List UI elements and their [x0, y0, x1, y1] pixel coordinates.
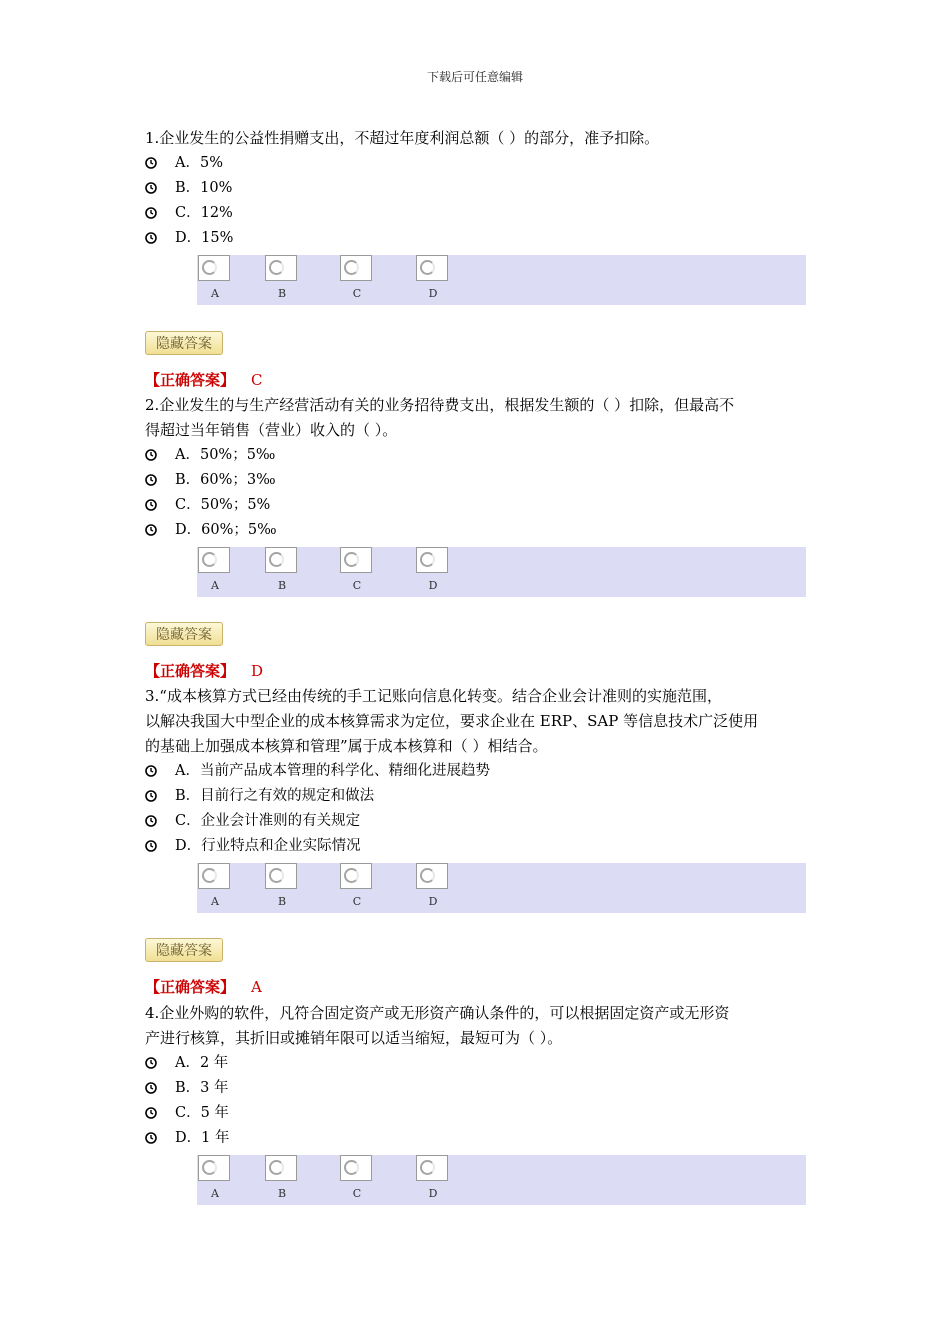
option-b[interactable]: B．3 年 [145, 1076, 810, 1101]
choice-d[interactable]: D [416, 255, 450, 300]
answer-choice-bar [197, 863, 806, 913]
option-c[interactable]: C．企业会计准则的有关规定 [145, 809, 810, 834]
clock-icon [145, 449, 157, 461]
radio-button[interactable] [198, 255, 230, 281]
option-c[interactable]: C．50%；5% [145, 493, 810, 518]
choice-b[interactable]: B [265, 1155, 299, 1200]
choice-a[interactable]: A [198, 547, 232, 592]
clock-icon [145, 815, 157, 827]
answer-choice-bar [197, 1155, 806, 1205]
radio-button[interactable] [416, 547, 448, 573]
question-stem: 2.企业发生的与生产经营活动有关的业务招待费支出，根据发生额的（ ）扣除，但最高不 得超过当年销售（营业）收入的（ ）。 [145, 396, 735, 439]
question-1 [145, 126, 810, 393]
radio-button[interactable] [265, 863, 297, 889]
clock-icon [145, 207, 157, 219]
radio-button[interactable] [416, 255, 448, 281]
radio-button[interactable] [198, 863, 230, 889]
radio-button[interactable] [265, 1155, 297, 1181]
choice-c[interactable]: C [340, 547, 374, 592]
clock-icon [145, 1082, 157, 1094]
clock-icon [145, 1107, 157, 1119]
answer-choice-bar [197, 255, 806, 305]
question-4 [145, 1001, 810, 1205]
clock-icon [145, 157, 157, 169]
radio-button[interactable] [340, 547, 372, 573]
question-stem: 3.“成本核算方式已经由传统的手工记账向信息化转变。结合企业会计准则的实施范围， 以解决我国大中型企业的成本核算需求为定位，要求企业在 ERP、SAP 等信息技术广泛使用 的基础上加强成本核算和管理”属于成本核算和（ ）相结合。 [145, 687, 759, 755]
clock-icon [145, 474, 157, 486]
radio-button[interactable] [416, 1155, 448, 1181]
option-c[interactable]: C．5 年 [145, 1101, 810, 1126]
radio-button[interactable] [265, 255, 297, 281]
answer-choice-bar [197, 547, 806, 597]
option-d[interactable]: D．60%；5‰ [145, 518, 810, 543]
choice-a[interactable]: A [198, 255, 232, 300]
radio-button[interactable] [198, 547, 230, 573]
radio-button[interactable] [340, 1155, 372, 1181]
clock-icon [145, 232, 157, 244]
correct-answer: 【正确答案】 D [145, 662, 264, 680]
clock-icon [145, 524, 157, 536]
option-c[interactable]: C．12% [145, 201, 810, 226]
option-d[interactable]: D．1 年 [145, 1126, 810, 1151]
choice-b[interactable]: B [265, 255, 299, 300]
choice-c[interactable]: C [340, 1155, 374, 1200]
question-stem: 4.企业外购的软件，凡符合固定资产或无形资产确认条件的，可以根据固定资产或无形资 产进行核算，其折旧或摊销年限可以适当缩短，最短可为（ ）。 [145, 1004, 730, 1047]
choice-a[interactable]: A [198, 1155, 232, 1200]
choice-a[interactable]: A [198, 863, 232, 908]
choice-b[interactable]: B [265, 547, 299, 592]
question-2 [145, 393, 810, 684]
radio-button[interactable] [416, 863, 448, 889]
option-a[interactable]: A．当前产品成本管理的科学化、精细化进展趋势 [145, 759, 810, 784]
clock-icon [145, 182, 157, 194]
option-d[interactable]: D．行业特点和企业实际情况 [145, 834, 810, 859]
radio-button[interactable] [340, 255, 372, 281]
clock-icon [145, 765, 157, 777]
option-d[interactable]: D．15% [145, 226, 810, 251]
choice-c[interactable]: C [340, 863, 374, 908]
correct-answer: 【正确答案】 C [145, 371, 263, 389]
clock-icon [145, 1132, 157, 1144]
option-b[interactable]: B．10% [145, 176, 810, 201]
clock-icon [145, 1057, 157, 1069]
choice-d[interactable]: D [416, 1155, 450, 1200]
choice-b[interactable]: B [265, 863, 299, 908]
clock-icon [145, 840, 157, 852]
option-b[interactable]: B．目前行之有效的规定和做法 [145, 784, 810, 809]
correct-answer: 【正确答案】 A [145, 978, 262, 996]
question-stem: 1.企业发生的公益性捐赠支出，不超过年度利润总额（ ）的部分，准予扣除。 [145, 129, 660, 147]
hide-answer-button[interactable]: 隐藏答案 [145, 938, 223, 962]
radio-button[interactable] [340, 863, 372, 889]
radio-button[interactable] [265, 547, 297, 573]
option-a[interactable]: A．50%；5‰ [145, 443, 810, 468]
option-b[interactable]: B．60%；3‰ [145, 468, 810, 493]
choice-c[interactable]: C [340, 255, 374, 300]
option-a[interactable]: A．2 年 [145, 1051, 810, 1076]
option-a[interactable]: A．5% [145, 151, 810, 176]
choice-d[interactable]: D [416, 547, 450, 592]
hide-answer-button[interactable]: 隐藏答案 [145, 331, 223, 355]
clock-icon [145, 499, 157, 511]
clock-icon [145, 790, 157, 802]
question-3 [145, 684, 810, 1000]
page-header: 下载后可任意编辑 [426, 70, 523, 84]
radio-button[interactable] [198, 1155, 230, 1181]
hide-answer-button[interactable]: 隐藏答案 [145, 622, 223, 646]
choice-d[interactable]: D [416, 863, 450, 908]
